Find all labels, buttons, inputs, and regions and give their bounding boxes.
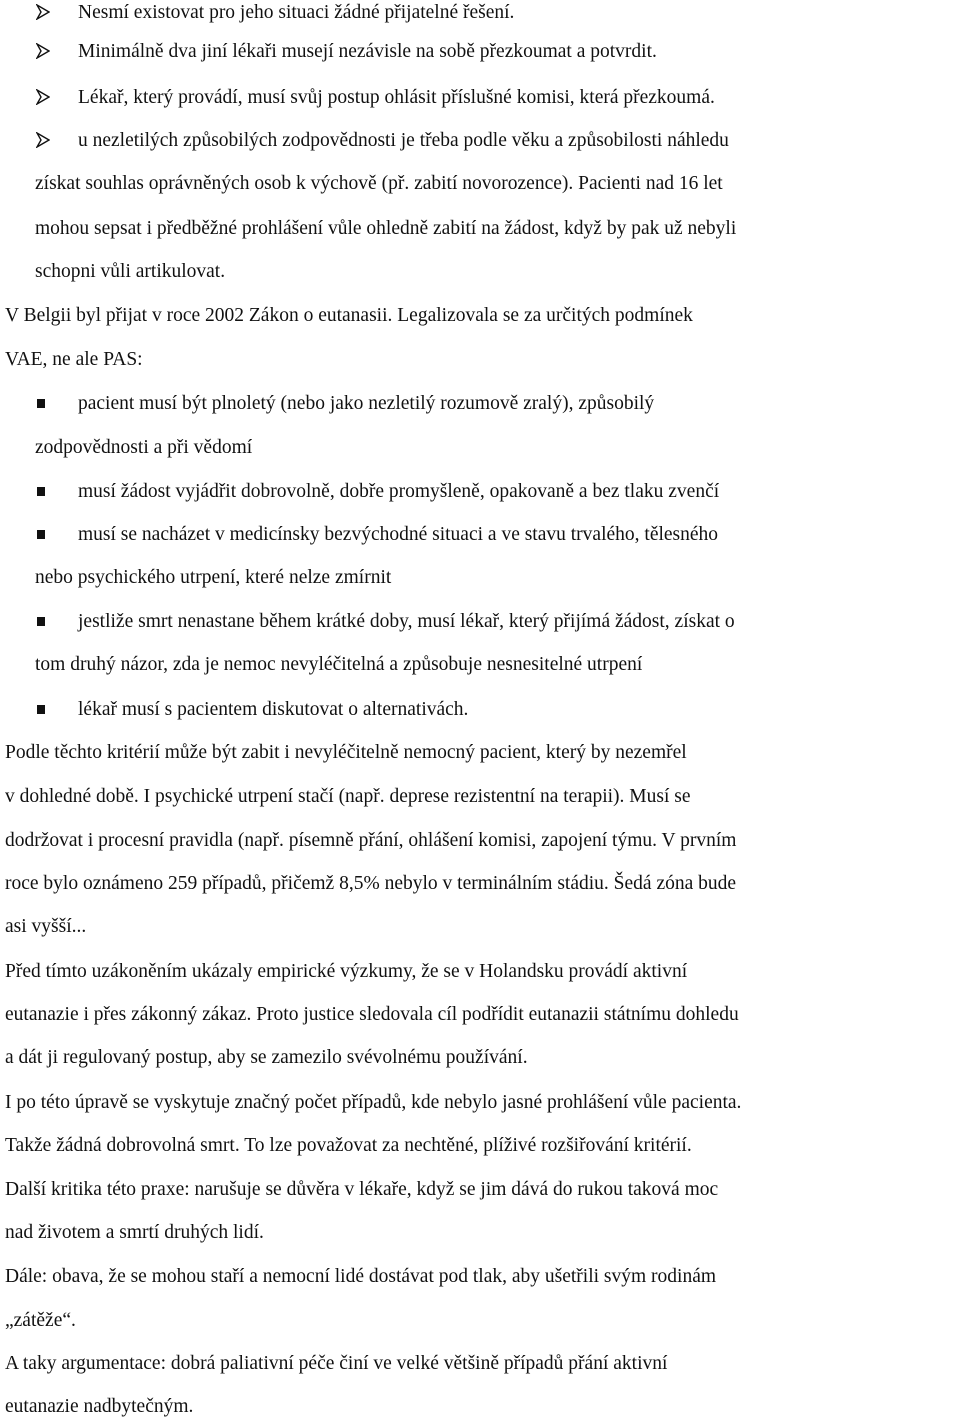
arrow-item-2: Minimálně dva jiní lékaři musejí nezávisle na sobě přezkoumat a potvrdit. (78, 41, 657, 62)
body-line: nad životem a smrtí druhých lidí. (5, 1222, 264, 1243)
arrow-item-1: Nesmí existovat pro jeho situaci žádné přijatelné řešení. (78, 2, 515, 23)
body-line: v dohledné době. I psychické utrpení stačí (např. deprese rezistentní na terapii). Musí se (5, 786, 691, 807)
body-line: Podle těchto kritérií může být zabit i nevyléčitelně nemocný pacient, který by nezemřel (5, 742, 687, 763)
square-bullet-icon (36, 389, 56, 419)
square-item-1: pacient musí být plnoletý (nebo jako nezletilý rozumově zralý), způsobilý (78, 393, 655, 414)
arrow-item-4: u nezletilých způsobilých zodpovědnosti je třeba podle věku a způsobilosti náhledu (78, 130, 729, 151)
square-bullet-icon (36, 607, 56, 637)
body-line: asi vyšší... (5, 916, 87, 937)
minor-para-line-1: získat souhlas oprávněných osob k výchově (př. zabití novorozence). Pacienti nad 16 let (35, 173, 723, 194)
square-item-3: musí se nacházet v medicínsky bezvýchodné situaci a ve stavu trvalého, tělesného (78, 524, 719, 545)
minor-para-line-2: mohou sepsat i předběžné prohlášení vůle ohledně zabití na žádost, když by pak už nebyli (35, 218, 737, 239)
square-item-1-cont: zodpovědnosti a při vědomí (35, 437, 253, 458)
minor-para-line-3: schopni vůli artikulovat. (35, 261, 226, 282)
body-line: a dát ji regulovaný postup, aby se zamezilo svévolnému používání. (5, 1047, 528, 1068)
square-item-3-cont: nebo psychického utrpení, které nelze zmírnit (35, 567, 392, 588)
arrow-bullet-icon (36, 0, 56, 28)
body-line: eutanazie nadbytečným. (5, 1396, 194, 1417)
body-line: „zátěže“. (5, 1310, 76, 1331)
square-item-4: jestliže smrt nenastane během krátké doby, musí lékař, který přijímá žádost, získat o (78, 611, 735, 632)
body-line: A taky argumentace: dobrá paliativní péče činí ve velké většině případů přání aktivní (5, 1353, 668, 1374)
body-line: Dále: obava, že se mohou staří a nemocní lidé dostávat pod tlak, aby ušetřili svým rodinám (5, 1266, 717, 1287)
arrow-bullet-icon (36, 126, 56, 156)
belgium-para-line-1: V Belgii byl přijat v roce 2002 Zákon o eutanasii. Legalizovala se za určitých podmínek (5, 305, 693, 326)
arrow-bullet-icon (36, 37, 56, 67)
square-bullet-icon (36, 520, 56, 550)
body-line: roce bylo oznámeno 259 případů, přičemž 8,5% nebylo v terminálním stádiu. Šedá zóna bude (5, 873, 737, 894)
square-item-5: lékař musí s pacientem diskutovat o alternativách. (78, 699, 469, 720)
body-line: Před tímto uzákoněním ukázaly empirické výzkumy, že se v Holandsku provádí aktivní (5, 961, 688, 982)
body-line: dodržovat i procesní pravidla (např. písemně přání, ohlášení komisi, zapojení týmu. V prvním (5, 830, 737, 851)
body-line: I po této úpravě se vyskytuje značný počet případů, kde nebylo jasné prohlášení vůle pacienta. (5, 1092, 742, 1113)
belgium-para-line-2: VAE, ne ale PAS: (5, 349, 143, 370)
arrow-item-3: Lékař, který provádí, musí svůj postup ohlásit příslušné komisi, která přezkoumá. (78, 87, 715, 108)
square-item-4-cont: tom druhý názor, zda je nemoc nevyléčitelná a způsobuje nesnesitelné utrpení (35, 654, 643, 675)
body-line: Další kritika této praxe: narušuje se důvěra v lékaře, když se jim dává do rukou taková moc (5, 1179, 719, 1200)
body-line: eutanazie i přes zákonný zákaz. Proto justice sledovala cíl podřídit eutanazii státnímu dohledu (5, 1004, 739, 1025)
square-bullet-icon (36, 695, 56, 725)
body-line: Takže žádná dobrovolná smrt. To lze považovat za nechtěné, plíživé rozšiřování kritérií. (5, 1135, 692, 1156)
square-item-2: musí žádost vyjádřit dobrovolně, dobře promyšleně, opakovaně a bez tlaku zvenčí (78, 481, 720, 502)
square-bullet-icon (36, 477, 56, 507)
arrow-bullet-icon (36, 83, 56, 113)
